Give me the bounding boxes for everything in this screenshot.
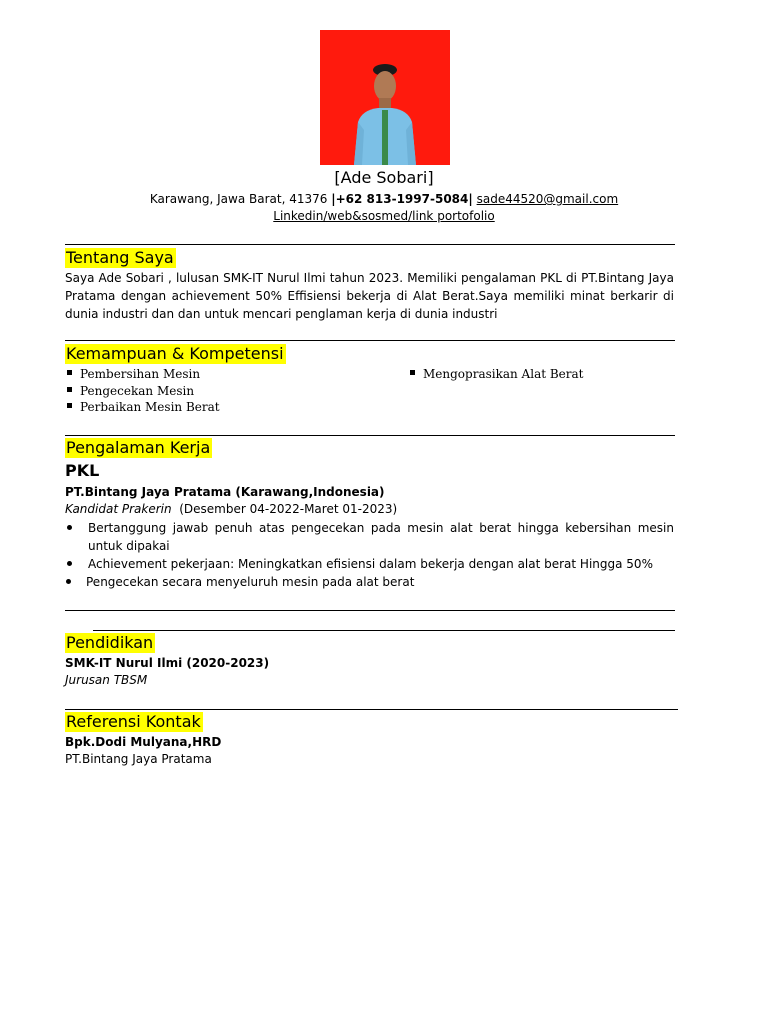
email-link[interactable]: sade44520@gmail.com — [476, 192, 619, 206]
job-role: PKL — [65, 461, 100, 480]
person-photo-icon — [320, 30, 450, 165]
contact-line — [0, 192, 768, 206]
divider — [65, 244, 675, 245]
experience-bullet: Pengecekan secara menyeluruh mesin pada alat berat — [65, 573, 674, 591]
square-bullet-icon — [67, 387, 72, 392]
about-text: Saya Ade Sobari , lulusan SMK-IT Nurul Ilmi tahun 2023. Memiliki pengalaman PKL di PT.Bintang Jaya Pratama dengan achievement 50% Effisiensi bekerja di Alat Berat.Saya memiliki minat berkarir di dunia industri dan dan untuk mencari penglaman kerja di dunia industri — [65, 271, 674, 321]
section-title-skills: Kemampuan & Kompetensi — [66, 344, 284, 363]
experience-bullet: Achievement pekerjaan: Meningkatkan efisiensi dalam bekerja dengan alat berat Hingga 50% — [65, 555, 674, 573]
major: Jurusan TBSM — [65, 673, 148, 687]
phone-number: +62 813-1997-5084 — [335, 192, 469, 206]
skill-item: Pengecekan Mesin — [67, 383, 194, 399]
school-name: SMK-IT Nurul Ilmi (2020-2023) — [65, 656, 270, 670]
reference-person: Bpk.Dodi Mulyana,HRD — [65, 735, 222, 749]
address: Karawang, Jawa Barat, 41376 — [149, 192, 328, 206]
divider — [65, 435, 675, 436]
section-title-about: Tentang Saya — [66, 248, 174, 267]
square-bullet-icon — [67, 403, 72, 408]
skill-item: Pembersihan Mesin — [67, 366, 200, 382]
portfolio-link[interactable]: Linkedin/web&sosmed/link portofolio — [273, 209, 495, 223]
separator: | — [331, 192, 336, 206]
profile-photo — [320, 30, 450, 165]
divider — [65, 709, 678, 710]
separator: | — [468, 192, 473, 206]
section-title-education: Pendidikan — [66, 633, 154, 652]
candidate-name: [Ade Sobari] — [334, 168, 434, 187]
square-bullet-icon — [410, 370, 415, 375]
position-title: Kandidat Prakerin — [65, 502, 172, 516]
skill-item: Perbaikan Mesin Berat — [67, 399, 220, 415]
divider — [65, 340, 675, 341]
divider — [93, 630, 675, 631]
reference-company: PT.Bintang Jaya Pratama — [65, 752, 212, 766]
bullet-icon — [67, 561, 72, 566]
section-title-reference: Referensi Kontak — [66, 712, 201, 731]
square-bullet-icon — [67, 370, 72, 375]
period: (Desember 04-2022-Maret 01-2023) — [179, 502, 398, 516]
divider — [65, 610, 675, 611]
company-name: PT.Bintang Jaya Pratama (Karawang,Indonesia) — [65, 485, 385, 499]
bullet-icon — [67, 525, 72, 530]
position-line — [65, 501, 397, 518]
skill-item: Mengoprasikan Alat Berat — [410, 366, 584, 382]
bullet-icon — [66, 579, 71, 584]
experience-bullet: Bertanggung jawab penuh atas pengecekan pada mesin alat berat hingga kebersihan mesin untuk dipakai — [65, 519, 674, 555]
section-title-experience: Pengalaman Kerja — [66, 438, 211, 457]
